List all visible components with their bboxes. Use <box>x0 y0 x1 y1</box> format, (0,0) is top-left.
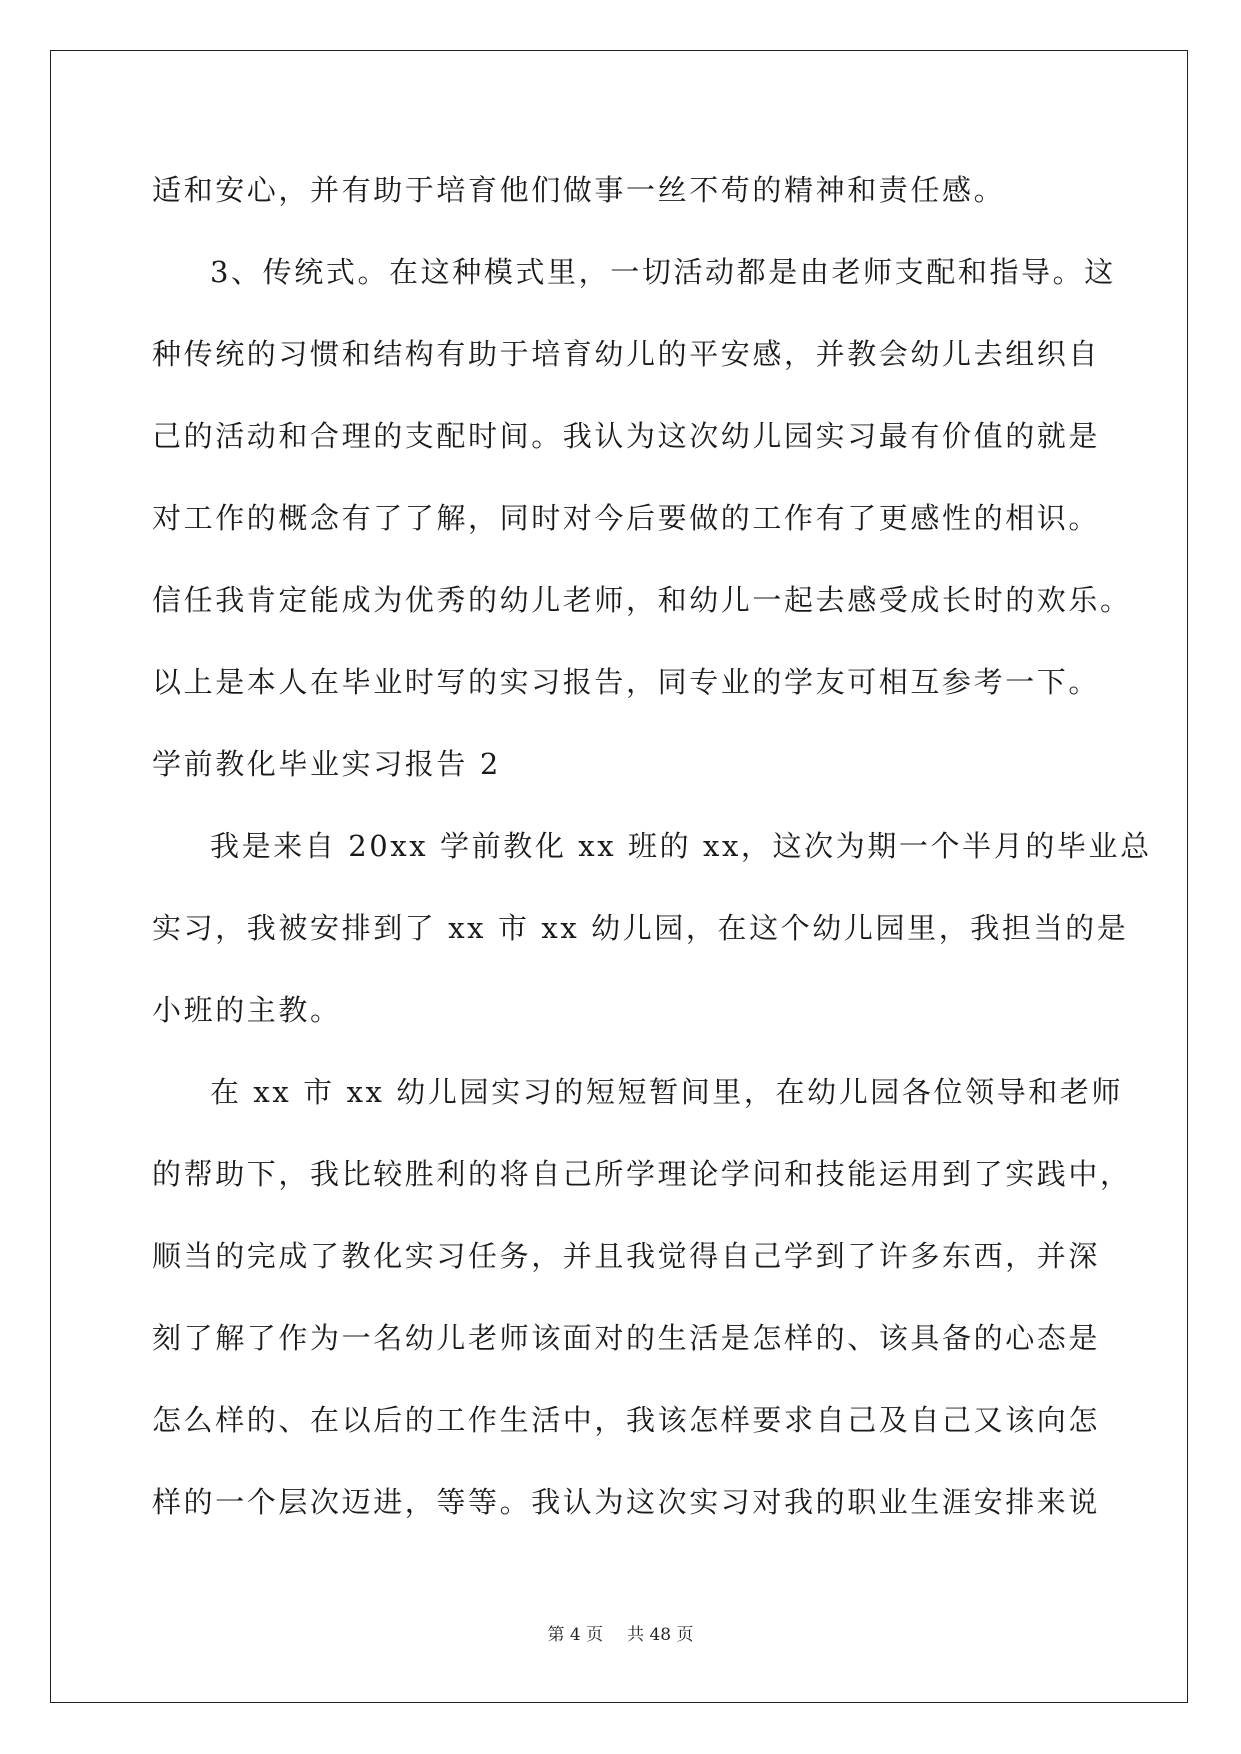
section-heading: 学前教化毕业实习报告 2 <box>152 747 501 781</box>
paragraph-line: 小班的主教。 <box>152 993 342 1027</box>
paragraph-line: 样的一个层次迈进，等等。我认为这次实习对我的职业生涯安排来说 <box>152 1485 1101 1519</box>
paragraph-line: 对工作的概念有了了解，同时对今后要做的工作有了更感性的相识。 <box>152 501 1101 535</box>
page-footer <box>0 1620 1241 1645</box>
paragraph-line: 实习，我被安排到了 xx 市 xx 幼儿园，在这个幼儿园里，我担当的是 <box>152 911 1129 945</box>
paragraph-line: 以上是本人在毕业时写的实习报告，同专业的学友可相互参考一下。 <box>152 665 1101 699</box>
page-number: 第 4 页 <box>547 1625 604 1645</box>
paragraph-line: 怎么样的、在以后的工作生活中，我该怎样要求自己及自己又该向怎 <box>152 1403 1101 1437</box>
paragraph-line: 我是来自 20xx 学前教化 xx 班的 xx，这次为期一个半月的毕业总 <box>210 829 1152 863</box>
paragraph-line: 3、传统式。在这种模式里，一切活动都是由老师支配和指导。这 <box>210 255 1116 289</box>
paragraph-line: 适和安心，并有助于培育他们做事一丝不苟的精神和责任感。 <box>152 173 1006 207</box>
paragraph-line: 信任我肯定能成为优秀的幼儿老师，和幼儿一起去感受成长时的欢乐。 <box>152 583 1132 617</box>
paragraph-line: 顺当的完成了教化实习任务，并且我觉得自己学到了许多东西，并深 <box>152 1239 1101 1273</box>
paragraph-line: 在 xx 市 xx 幼儿园实习的短短暂间里，在幼儿园各位领导和老师 <box>210 1075 1124 1109</box>
paragraph-line: 的帮助下，我比较胜利的将自己所学理论学问和技能运用到了实践中， <box>152 1157 1132 1191</box>
paragraph-line: 种传统的习惯和结构有助于培育幼儿的平安感，并教会幼儿去组织自 <box>152 337 1101 371</box>
page-total: 共 48 页 <box>627 1625 694 1645</box>
paragraph-line: 己的活动和合理的支配时间。我认为这次幼儿园实习最有价值的就是 <box>152 419 1101 453</box>
paragraph-line: 刻了解了作为一名幼儿老师该面对的生活是怎样的、该具备的心态是 <box>152 1321 1101 1355</box>
page-border <box>50 50 1188 1703</box>
